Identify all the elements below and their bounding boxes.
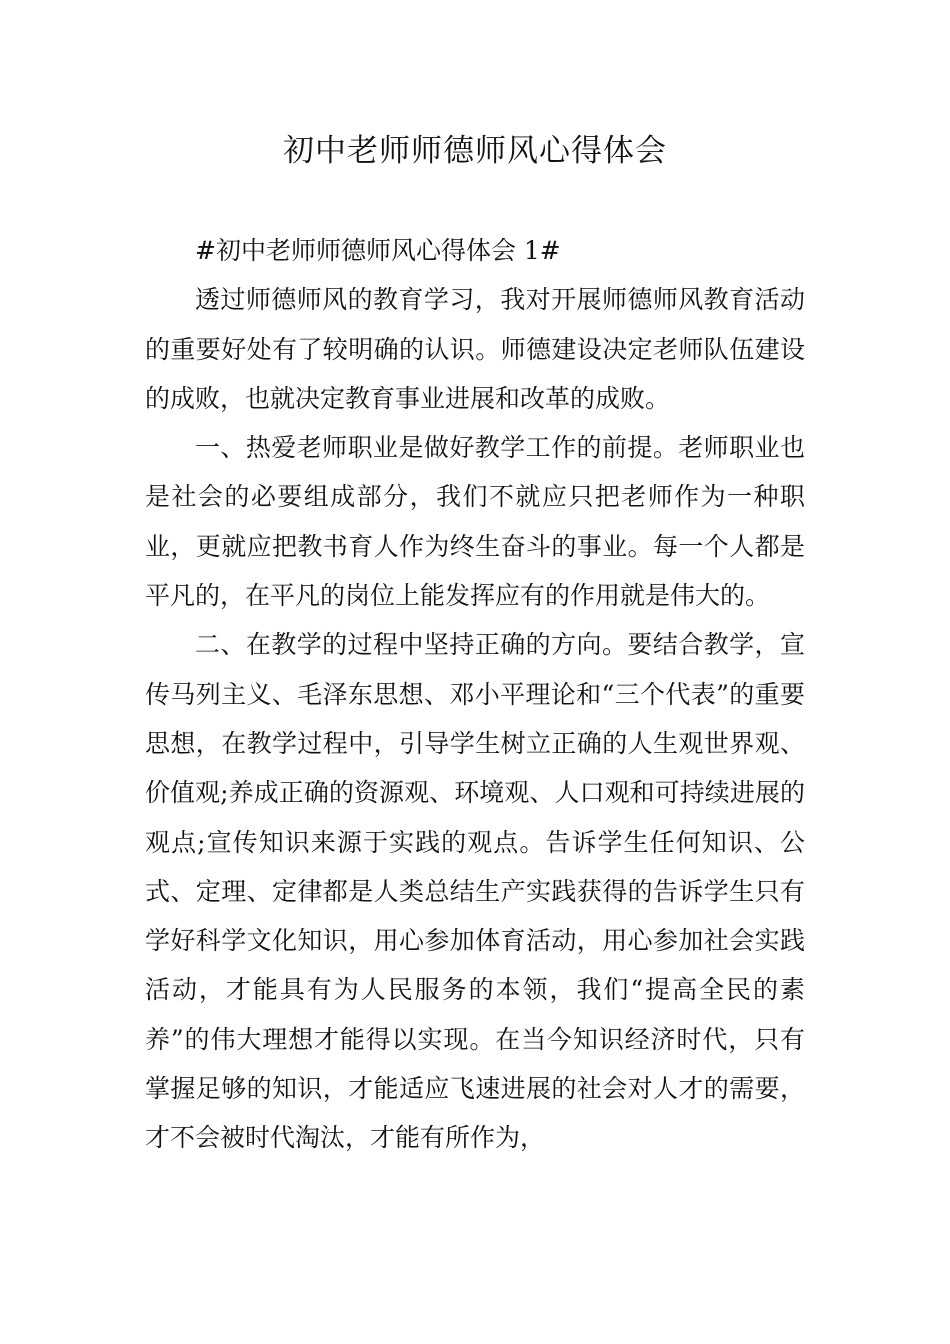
document-title: 初中老师师德师风心得体会 <box>283 133 667 169</box>
paragraph-intro: 透过师德师风的教育学习，我对开展师德师风教育活动的重要好处有了较明确的认识。师德建设决定老师队伍建设的成败，也就决定教育事业进展和改革的成败。 <box>145 285 805 413</box>
document-body <box>145 226 805 1163</box>
paragraph-point-one: 一、热爱老师职业是做好教学工作的前提。老师职业也是社会的必要组成部分，我们不就应只把老师作为一种职业，更就应把教书育人作为终生奋斗的事业。每一个人都是平凡的，在平凡的岗位上能发挥应有的作用就是伟大的。 <box>145 433 805 611</box>
paragraph-point-two: 二、在教学的过程中坚持正确的方向。要结合教学，宣传马列主义、毛泽东思想、邓小平理论和“三个代表”的重要思想，在教学过程中，引导学生树立正确的人生观世界观、价值观;养成正确的资源观、环境观、人口观和可持续进展的观点;宣传知识来源于实践的观点。告诉学生任何知识、公式、定理、定律都是人类总结生产实践获得的告诉学生只有学好科学文化知识，用心参加体育活动，用心参加社会实践活动，才能具有为人民服务的本领，我们“提高全民的素养”的伟大理想才能得以实现。在当今知识经济时代，只有掌握足够的知识，才能适应飞速进展的社会对人才的需要，才不会被时代淘汰，才能有所作为， <box>145 630 805 1153</box>
section-heading: #初中老师师德师风心得体会 1# <box>195 236 561 265</box>
